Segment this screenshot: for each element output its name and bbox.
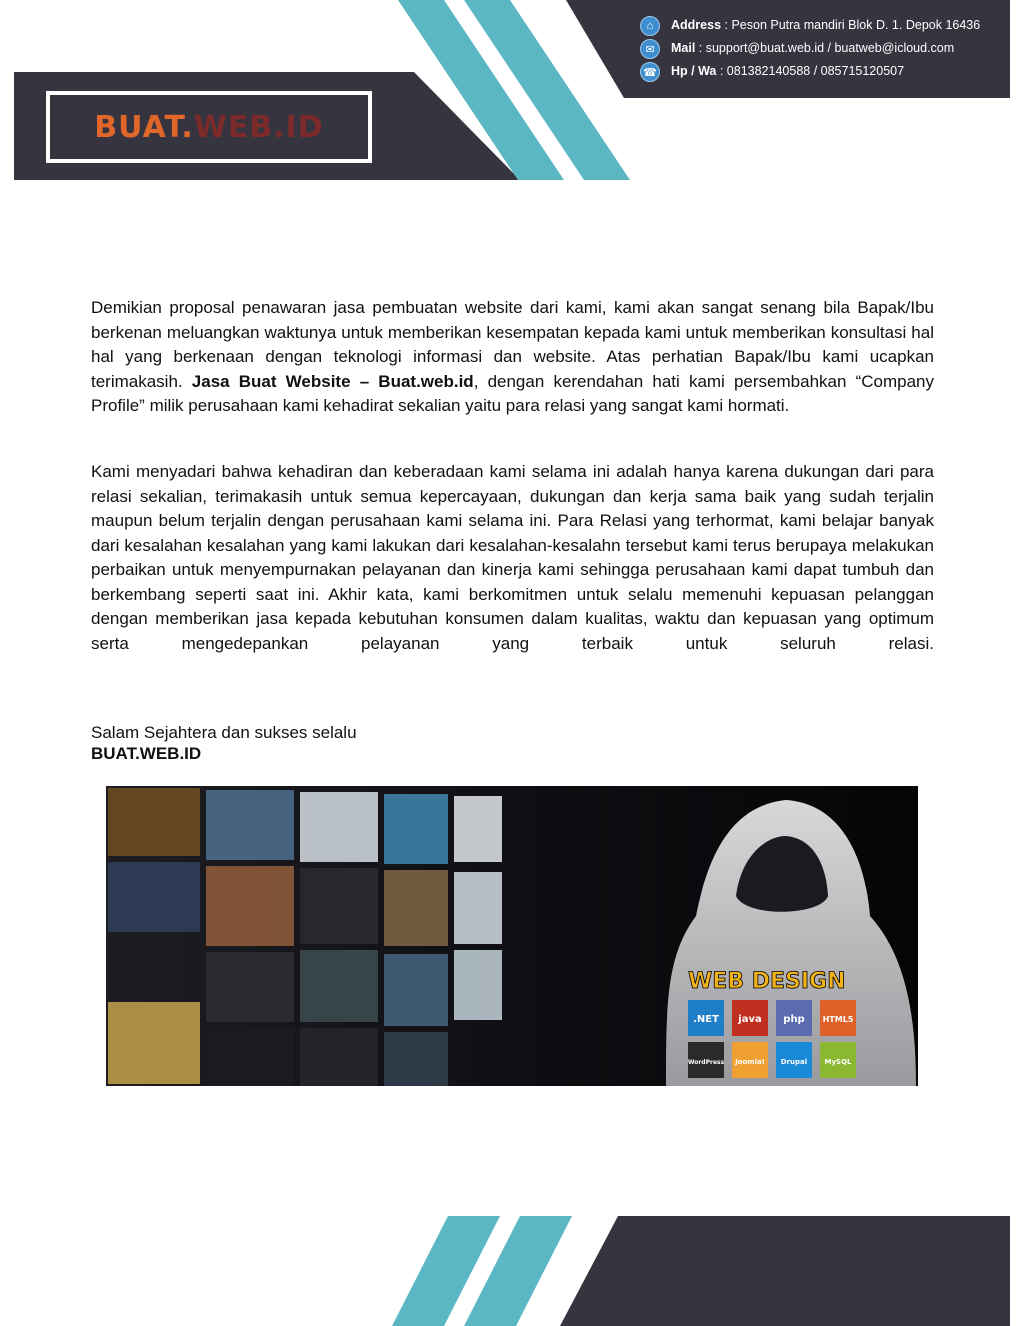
banner-title: WEB DESIGN xyxy=(688,969,846,994)
company-logo xyxy=(46,91,372,163)
company-name-bold: Jasa Buat Website – Buat.web.id xyxy=(191,371,474,391)
mail-label: Mail xyxy=(671,41,696,55)
paragraph-intro xyxy=(91,296,934,419)
paragraph-thanks: Kami menyadari bahwa kehadiran dan keberadaan kami selama ini adalah hanya karena dukungan dari para relasi sekalian, terimakasih untuk semua kepercayaan, dukungan dan kerja sama baik yang sudah terjalin maupun belum terjalin dengan perusahaan kami selama ini. Para Relasi yang terhormat, kami belajar banyak dari kesalahan kesalahan yang kami lakukan dari kesalahan-kesalahn tersebut kami terus berupaya melakukan perbaikan untuk menyempurnakan pelayanan dan kinerja kami sehingga perusahaan kami dapat tumbuh dan berkembang seperti saat ini. Akhir kata, kami berkomitmen untuk selalu memenuhi kepuasan pelanggan dengan memberikan jasa kepada kebutuhan konsumen dalam kualitas, waktu dan kepuasan yang optimum serta mengedepankan pelayanan yang terbaik untuk seluruh relasi. xyxy=(91,462,934,653)
logo-tail-text: WEB.ID xyxy=(193,109,324,145)
badge-wordpress: WordPress xyxy=(687,1059,725,1066)
web-design-banner xyxy=(106,786,918,1086)
home-icon: ⌂ xyxy=(640,16,660,36)
badge-html5: HTML5 xyxy=(822,1015,854,1024)
phone-label: Hp / Wa xyxy=(671,64,717,78)
mail-value: : support@buat.web.id / buatweb@icloud.com xyxy=(695,41,955,55)
footer-graphic xyxy=(0,1208,1024,1326)
phone-icon: ☎ xyxy=(640,62,660,82)
badge-joomla: Joomla! xyxy=(735,1058,765,1066)
paragraph-intro-text-b: , dengan kerendahan hati kami persembahkan “Company Profile” milik perusahaan kami kehadirat sekalian yaitu para relasi yang sangat kami hormati. xyxy=(91,371,934,415)
logo-wordmark xyxy=(94,110,323,145)
phone-value: : 081382140588 / 085715120507 xyxy=(716,64,905,78)
paragraph-intro-text-a: Demikian proposal penawaran jasa pembuatan website dari kami, kami akan sangat senang bila Bapak/Ibu berkenan meluangkan waktunya untuk memberikan kesempatan kepada kami untuk memberikan konsultasi hal hal yang berkenaan dengan teknologi informasi dan website. Atas perhatian Bapak/Ibu kami ucapkan terimakasih. xyxy=(91,298,934,391)
badge-mysql: MySQL xyxy=(824,1058,852,1066)
address-value: : Peson Putra mandiri Blok D. 1. Depok 16436 xyxy=(721,18,981,32)
mail-icon: ✉ xyxy=(640,39,660,59)
signature: BUAT.WEB.ID xyxy=(91,744,202,763)
closing-line: Salam Sejahtera dan sukses selalu xyxy=(91,723,357,742)
badge-dotnet: .NET xyxy=(693,1014,719,1025)
badge-drupal: Drupal xyxy=(780,1058,808,1066)
badge-php: php xyxy=(783,1014,805,1025)
badge-java: java xyxy=(738,1014,762,1025)
address-label: Address xyxy=(671,18,722,32)
logo-main-text: BUAT. xyxy=(94,109,194,145)
